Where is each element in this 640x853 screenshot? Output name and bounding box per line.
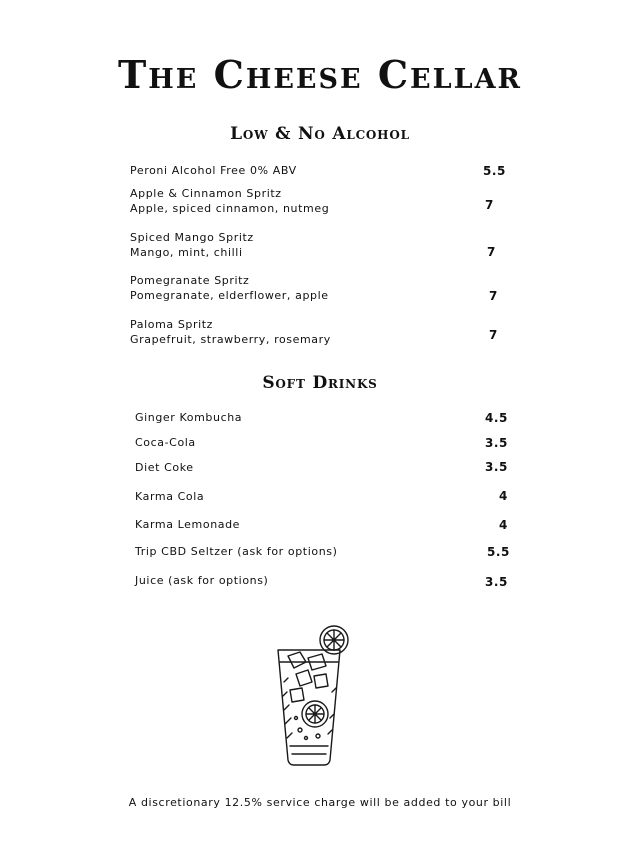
item-price: 4.5 [484, 411, 508, 425]
menu-item: Karma Cola [135, 490, 205, 503]
menu-item [130, 317, 331, 347]
item-price: 5.5 [486, 545, 510, 559]
item-name: Pomegranate Spritz [130, 274, 250, 287]
cocktail-glass-icon [270, 622, 362, 772]
menu-item: Karma Lemonade [135, 518, 241, 531]
menu-item [130, 273, 329, 303]
item-price: 3.5 [484, 575, 508, 589]
item-price: 4 [499, 518, 508, 532]
item-price: 5.5 [482, 164, 506, 178]
menu-item: Juice (ask for options) [135, 574, 269, 587]
item-price: 7 [489, 328, 498, 342]
item-price: 7 [487, 245, 496, 259]
item-name: Apple & Cinnamon Spritz [130, 187, 282, 200]
item-name: Peroni Alcohol Free 0% ABV [130, 164, 297, 177]
menu-item: Diet Coke [135, 461, 194, 474]
item-description: Grapefruit, strawberry, rosemary [130, 333, 331, 346]
item-price: 3.5 [484, 460, 508, 474]
item-name: Paloma Spritz [130, 318, 214, 331]
page-title: The Cheese Cellar [118, 52, 522, 97]
menu-item [130, 230, 254, 260]
item-price: 7 [489, 289, 498, 303]
item-price: 3.5 [484, 436, 508, 450]
menu-item [130, 163, 297, 178]
menu-item: Trip CBD Seltzer (ask for options) [135, 545, 338, 558]
item-price: 7 [485, 198, 494, 212]
item-price: 4 [499, 489, 508, 503]
menu-item: Ginger Kombucha [135, 411, 243, 424]
section-title-soft-drinks: Soft Drinks [262, 373, 378, 393]
section-title-low-no-alcohol: Low & No Alcohol [230, 124, 410, 144]
item-description: Pomegranate, elderflower, apple [130, 289, 329, 302]
item-description: Mango, mint, chilli [130, 246, 243, 259]
service-charge-note: A discretionary 12.5% service charge will be added to your bill [128, 796, 512, 809]
menu-item: Coca-Cola [135, 436, 196, 449]
item-description: Apple, spiced cinnamon, nutmeg [130, 202, 330, 215]
menu-item [130, 186, 329, 216]
item-name: Spiced Mango Spritz [130, 231, 254, 244]
